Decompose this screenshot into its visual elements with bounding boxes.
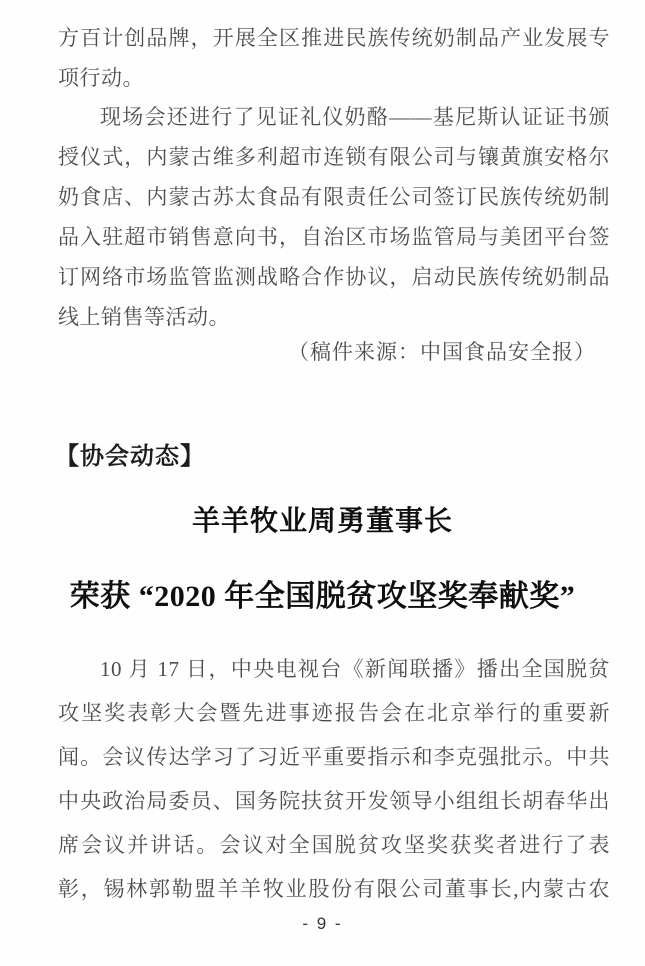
source-credit: （稿件来源：中国食品安全报） [288,340,596,364]
article2-title-line-2: 荣获 “2020 年全国脱贫攻坚奖奉献奖” [69,580,576,613]
page-number: - 9 - [302,914,343,933]
article2-paragraph-1 [58,647,610,911]
section-header: 【协会动态】 [55,443,205,470]
text-line: 项行动。 [58,66,144,90]
text-line: 现场会还进行了见证礼仪奶酪——基尼斯认证证书颁 [100,105,610,129]
text-line: 中央政治局委员、国务院扶贫开发领导小组组长胡春华出 [58,789,610,813]
text-line: 品入驻超市销售意向书，自治区市场监管局与美团平台签 [58,225,610,249]
article1-paragraph-1 [58,18,610,98]
text-line: 授仪式，内蒙古维多利超市连锁有限公司与镶黄旗安格尔 [58,145,610,169]
text-line: 席会议并讲话。会议对全国脱贫攻坚奖获奖者进行了表 [58,833,610,857]
text-line: 闻。会议传达学习了习近平重要指示和李克强批示。中共 [58,745,610,769]
text-line: 10 月 17 日，中央电视台《新闻联播》播出全国脱贫 [100,657,610,681]
article1-paragraph-2 [58,97,610,337]
text-line: 彰，锡林郭勒盟羊羊牧业股份有限公司董事长,内蒙古农 [58,877,610,901]
text-line: 奶食店、内蒙古苏太食品有限责任公司签订民族传统奶制 [58,185,610,209]
text-line: 订网络市场监管监测战略合作协议，启动民族传统奶制品 [58,265,610,289]
article2-title-line-1: 羊羊牧业周勇董事长 [191,506,453,537]
text-line: 方百计创品牌，开展全区推进民族传统奶制品产业发展专 [58,26,610,50]
text-line: 线上销售等活动。 [58,305,230,329]
text-line: 攻坚奖表彰大会暨先进事迹报告会在北京举行的重要新 [58,701,610,725]
